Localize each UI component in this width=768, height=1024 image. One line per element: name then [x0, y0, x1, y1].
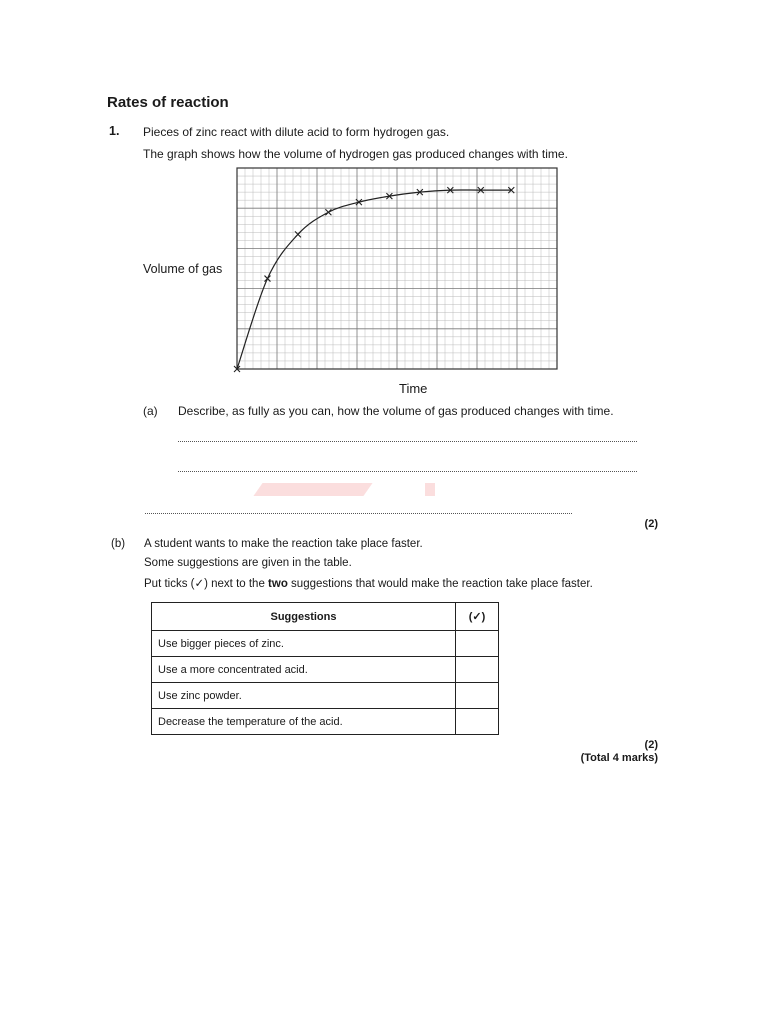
- part-a-text: Describe, as fully as you can, how the volume of gas produced changes with time.: [178, 404, 614, 418]
- table-row: [152, 683, 499, 709]
- suggestions-header: Suggestions: [152, 603, 456, 631]
- table-row: [152, 657, 499, 683]
- suggestion-text: Use a more concentrated acid.: [152, 657, 456, 683]
- tick-box[interactable]: [456, 631, 499, 657]
- table-header-row: [152, 603, 499, 631]
- table-row: [152, 631, 499, 657]
- watermark-shape: [253, 483, 372, 496]
- part-b-instruction: [144, 576, 593, 590]
- series-line: [237, 190, 511, 369]
- instruction-start: Put ticks (✓) next to the: [144, 578, 269, 590]
- suggestion-text: Use zinc powder.: [152, 683, 456, 709]
- part-b-marks: (2): [644, 739, 658, 751]
- suggestions-table: [151, 602, 499, 735]
- answer-line-2[interactable]: [178, 471, 637, 472]
- answer-line-3[interactable]: [145, 513, 572, 514]
- tick-header: (✓): [456, 603, 499, 631]
- part-a-marks: (2): [644, 518, 658, 530]
- part-a-label: (a): [143, 404, 158, 418]
- total-marks: (Total 4 marks): [580, 752, 658, 764]
- tick-box[interactable]: [456, 657, 499, 683]
- page-title: Rates of reaction: [107, 94, 229, 111]
- volume-time-chart: [230, 162, 565, 376]
- watermark-shape: [425, 483, 435, 496]
- suggestion-text: Decrease the temperature of the acid.: [152, 709, 456, 735]
- instruction-end: suggestions that would make the reaction take place faster.: [287, 578, 593, 590]
- part-b-line-2: Some suggestions are given in the table.: [144, 557, 352, 569]
- part-b-line-1: A student wants to make the reaction take place faster.: [144, 538, 423, 550]
- y-axis-label: Volume of gas: [143, 262, 223, 276]
- data-point-marker: [325, 209, 331, 215]
- tick-box[interactable]: [456, 683, 499, 709]
- intro-line-1: Pieces of zinc react with dilute acid to form hydrogen gas.: [143, 125, 450, 139]
- data-markers: [234, 187, 514, 372]
- intro-line-2: The graph shows how the volume of hydrogen gas produced changes with time.: [143, 147, 568, 161]
- x-axis-label: Time: [399, 381, 428, 396]
- suggestion-text: Use bigger pieces of zinc.: [152, 631, 456, 657]
- tick-box[interactable]: [456, 709, 499, 735]
- table-row: [152, 709, 499, 735]
- answer-line-1[interactable]: [178, 441, 637, 442]
- part-b-label: (b): [111, 538, 126, 550]
- question-number: 1.: [109, 124, 120, 138]
- instruction-emphasis: two: [268, 578, 288, 590]
